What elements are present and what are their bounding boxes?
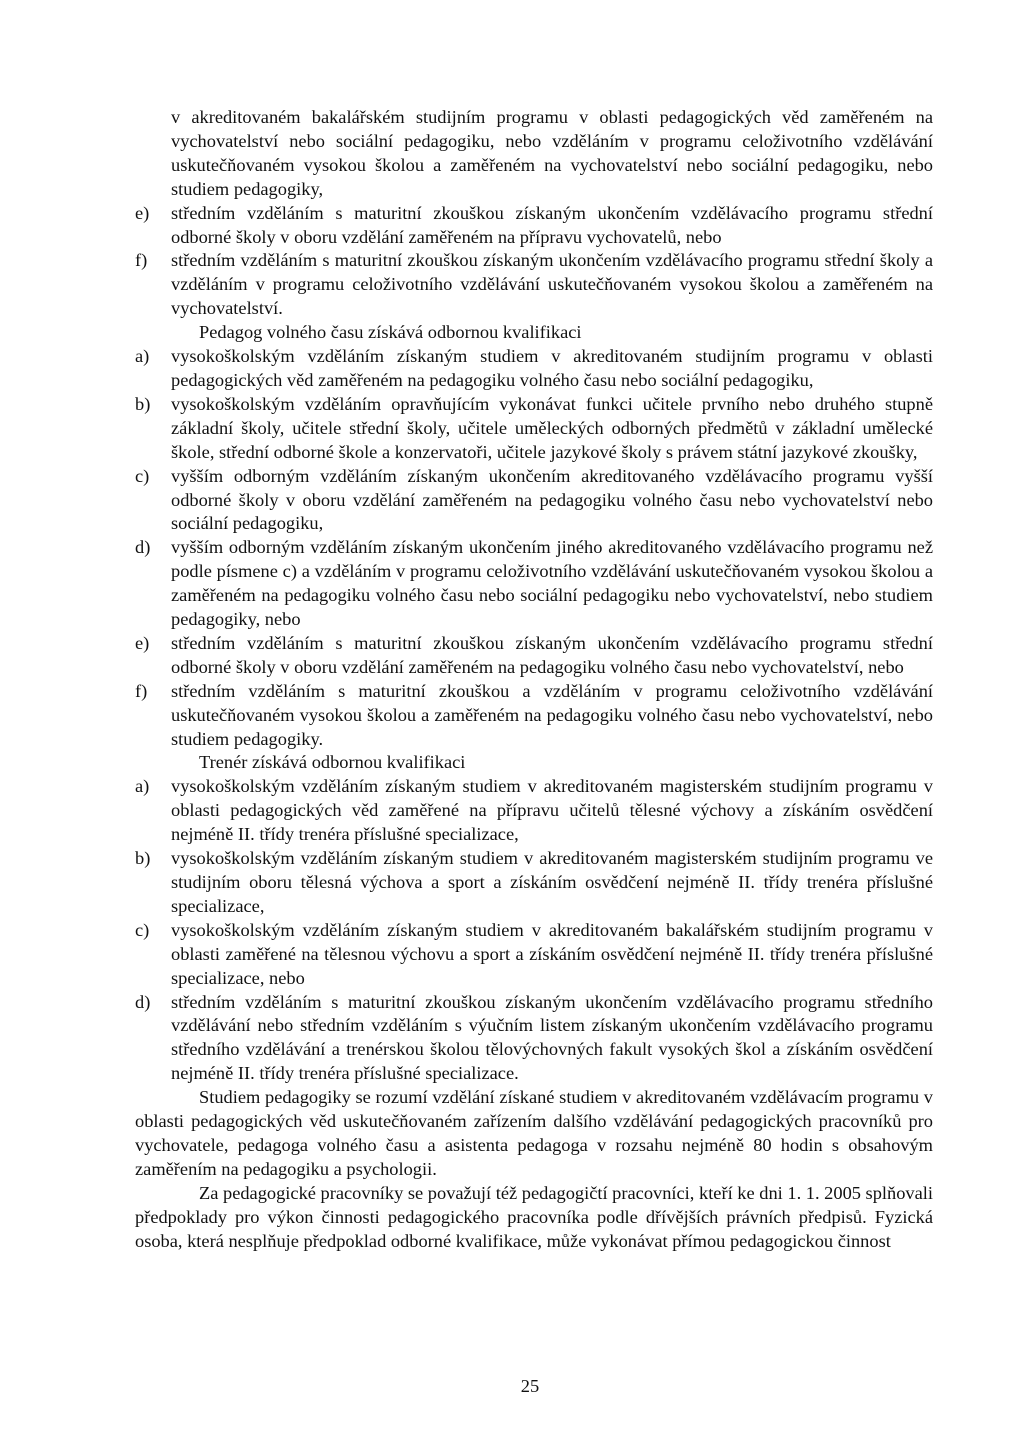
- list-item-label: f): [135, 250, 148, 271]
- list-item-text: středním vzděláním s maturitní zkouškou získaným ukončením vzdělávacího programu střední odborné školy v oboru vzdělání zaměřeném na pedagogiku volného času nebo vychovatelství, nebo: [171, 632, 933, 677]
- list-item-label: e): [135, 632, 150, 653]
- list-item-text: vyšším odborným vzděláním získaným ukončením akreditovaného vzdělávacího programu vyšší odborné školy v oboru vzdělání zaměřeném na pedagogiku volného času nebo vychovatelství nebo sociální pedagogiku,: [171, 465, 933, 534]
- heading-trener: Trenér získává odbornou kvalifikaci: [199, 752, 466, 773]
- list-item-text: středním vzděláním s maturitní zkouškou získaným ukončením vzdělávacího programu středního vzdělávání nebo středním vzděláním s výučním listem získaným ukončením vzdělávacího programu středního vzdělávání a trenérskou školou tělovýchovných fakult vysokých škol a získáním osvědčení nejméně II. třídy trenéra příslušné specializace.: [171, 991, 933, 1084]
- list-item: [135, 202, 933, 250]
- list-item-label: e): [135, 202, 150, 223]
- list-item-text: středním vzděláním s maturitní zkouškou získaným ukončením vzdělávacího programu střední školy a vzděláním v programu celoživotního vzdělávání uskutečňovaném vysokou školou a zaměřeném na vychovatelství.: [171, 250, 933, 319]
- list-item: [135, 847, 933, 919]
- page-number: 25: [520, 1376, 540, 1396]
- list-item: [135, 991, 933, 1087]
- list-item: [135, 393, 933, 465]
- list-item-text: vysokoškolským vzděláním získaným studiem v akreditovaném studijním programu v oblasti pedagogických věd zaměřeném na pedagogiku volného času nebo sociální pedagogiku,: [171, 346, 933, 390]
- list-item-text: středním vzděláním s maturitní zkouškou a vzděláním v programu celoživotního vzdělávání uskutečňovaném vysokou školou a zaměřeném na pedagogiku volného času nebo vychovatelství, nebo studiem pedagogiky.: [171, 680, 933, 749]
- list-item-text: vyšším odborným vzděláním získaným ukončením jiného akreditovaného vzdělávacího programu než podle písmene c) a vzděláním v programu celoživotního vzdělávání uskutečňovaném vysokou školou a zaměřeném na pedagogiku volného času nebo sociální pedagogiku nebo vychovatelství, nebo studiem pedagogiky, nebo: [171, 537, 933, 630]
- list-item-label: d): [135, 991, 151, 1012]
- list-item-text: vysokoškolským vzděláním získaným studiem v akreditovaném magisterském studijním programu ve studijním oboru tělesná výchova a sport a získáním osvědčení nejméně II. třídy trenéra příslušné specializace,: [171, 848, 933, 916]
- pedagog-list: [135, 345, 933, 751]
- list-item-label: d): [135, 537, 151, 558]
- list-item-label: c): [135, 919, 150, 940]
- trener-list: [135, 775, 933, 1086]
- list-item: [135, 345, 933, 393]
- list-item-label: a): [135, 346, 150, 367]
- paragraph-studium: Studiem pedagogiky se rozumí vzdělání získané studiem v akreditovaném vzdělávacím programu v oblasti pedagogických věd uskutečňovaném zařízením dalšího vzdělávání pedagogických pracovníků pro vychovatele, pedagoga volného času a asistenta pedagoga v rozsahu nejméně 80 hodin s obsahovým zaměřením na pedagogiku a psychologii.: [135, 1087, 933, 1179]
- list-item-text: vysokoškolským vzděláním opravňujícím vykonávat funkci učitele prvního nebo druhého stupně základní školy, učitele střední školy, učitele uměleckých odborných předmětů v základní umělecké škole, střední odborné škole a konzervatoři, učitele jazykové školy s právem státní jazykové zkoušky,: [171, 393, 933, 462]
- body-text: [135, 106, 933, 1254]
- list-item-text: vysokoškolským vzděláním získaným studiem v akreditovaném bakalářském studijním programu v oblasti zaměřené na tělesnou výchovu a sport a získáním osvědčení nejméně II. třídy trenéra příslušné specializace, nebo: [171, 919, 933, 988]
- list-item: [135, 919, 933, 991]
- list-item-text: vysokoškolským vzděláním získaným studiem v akreditovaném magisterském studijním programu v oblasti pedagogických věd zaměřené na přípravu učitelů tělesné výchovy a získáním osvědčení nejméně II. třídy trenéra příslušné specializace,: [171, 776, 933, 845]
- list-item: [135, 536, 933, 632]
- list-item: [135, 465, 933, 537]
- vychovatel-list: [135, 202, 933, 322]
- list-item: [135, 775, 933, 847]
- list-item: [135, 632, 933, 680]
- list-item-label: f): [135, 680, 148, 701]
- list-item-label: b): [135, 848, 151, 869]
- list-item-label: a): [135, 776, 150, 797]
- paragraph-final: Za pedagogické pracovníky se považují též pedagogičtí pracovníci, kteří ke dni 1. 1. 2005 splňovali předpoklady pro výkon činnosti pedagogického pracovníka podle dřívějších právních předpisů. Fyzická osoba, která nesplňuje předpoklad odborné kvalifikace, může vykonávat přímou pedagogickou činnost: [135, 1182, 933, 1251]
- continuation-text: v akreditovaném bakalářském studijním programu v oblasti pedagogických věd zaměřeném na vychovatelství nebo sociální pedagogiku, nebo vzděláním v programu celoživotního vzdělávání uskutečňovaném vysokou školou a zaměřeném na vychovatelství nebo sociální pedagogiku, nebo studiem pedagogiky,: [171, 107, 933, 199]
- list-item-label: b): [135, 393, 151, 414]
- heading-pedagog: Pedagog volného času získává odbornou kvalifikaci: [199, 322, 582, 343]
- list-item-label: c): [135, 465, 150, 486]
- list-item-text: středním vzděláním s maturitní zkouškou získaným ukončením vzdělávacího programu střední odborné školy v oboru vzdělání zaměřeném na přípravu vychovatelů, nebo: [171, 202, 933, 247]
- list-item: [135, 680, 933, 752]
- list-item: [135, 249, 933, 321]
